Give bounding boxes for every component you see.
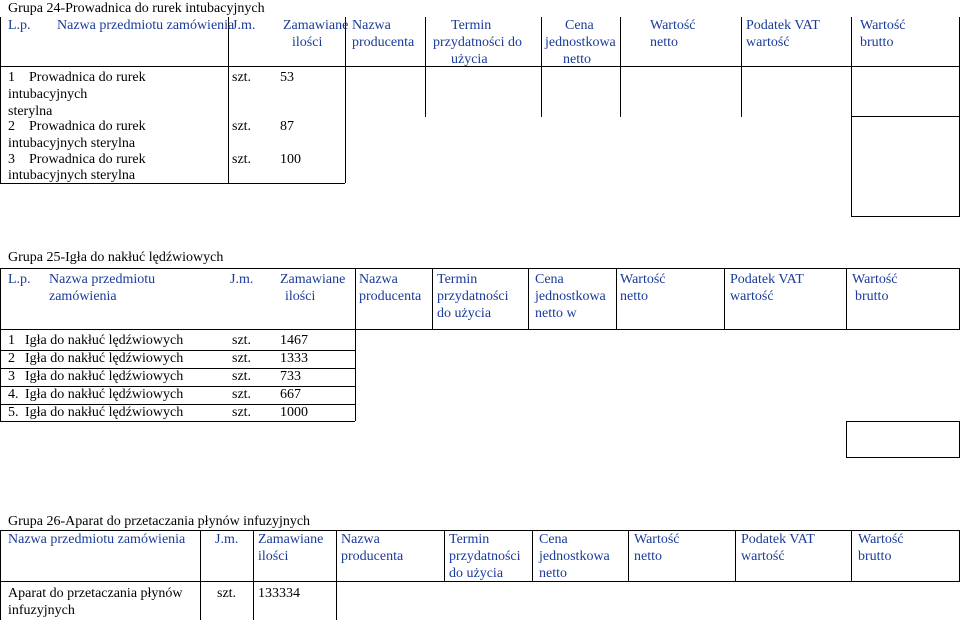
group-25-box-top xyxy=(846,421,960,422)
group-24-col-divider-net xyxy=(741,17,742,117)
group-25-col-divider-producer xyxy=(432,268,433,330)
row-lp: 1 xyxy=(8,333,15,348)
group-26-col-divider-producer xyxy=(444,530,445,582)
row-name: Igła do nakłuć lędźwiowych xyxy=(25,369,184,384)
group-25-header-jm: J.m. xyxy=(230,272,254,287)
row-qty: 733 xyxy=(280,369,301,384)
group-26-col-divider-expiry xyxy=(532,530,533,582)
group-24-col-divider-expiry xyxy=(541,17,542,117)
group-24-header-vat-1: Podatek VAT xyxy=(746,18,820,33)
group-26-header-price-2: jednostkowa xyxy=(539,549,610,564)
row-jm: szt. xyxy=(217,586,237,601)
row-jm: szt. xyxy=(232,351,252,366)
row-lp: 5. xyxy=(8,405,19,420)
group-26-title: Grupa 26-Aparat do przetaczania płynów infuzyjnych xyxy=(8,514,311,529)
row-lp: 3 xyxy=(8,369,15,384)
group-25-bottom-line xyxy=(0,421,355,422)
group-26-header-jm: J.m. xyxy=(215,532,239,547)
group-24-header-expiry-3: użycia xyxy=(451,52,488,67)
row-name-line-2: intubacyjnych xyxy=(8,87,88,102)
group-25-header-name-2: zamówienia xyxy=(49,289,117,304)
group-25-header-price-3: netto w xyxy=(535,306,577,321)
row-jm: szt. xyxy=(232,333,252,348)
row-lp: 4. xyxy=(8,387,19,402)
group-26-col-divider-net xyxy=(735,530,736,582)
group-25-col-divider-expiry xyxy=(528,268,529,330)
group-24-left-border xyxy=(0,17,1,183)
group-25-header-name-1: Nazwa przedmiotu xyxy=(49,272,156,287)
row-name: Igła do nakłuć lędźwiowych xyxy=(25,351,184,366)
group-26-header-producer-1: Nazwa xyxy=(341,532,380,547)
group-24-header-net-1: Wartość xyxy=(650,18,696,33)
row-name-line-3: sterylna xyxy=(8,104,53,119)
group-26-col-divider-price xyxy=(628,530,629,582)
row-name: Igła do nakłuć lędźwiowych xyxy=(25,405,184,420)
group-26-col-divider-name xyxy=(200,530,201,620)
group-25-header-divider xyxy=(0,329,960,330)
group-26-header-net-2: netto xyxy=(634,549,662,564)
group-25-header-net-1: Wartość xyxy=(620,272,666,287)
group-24-header-gross-1: Wartość xyxy=(860,18,906,33)
group-24-box-left xyxy=(851,116,852,216)
row-jm: szt. xyxy=(232,369,252,384)
group-24-col-divider-name xyxy=(228,17,229,183)
row-lp: 3 xyxy=(8,152,15,167)
group-26-col-divider-qty xyxy=(336,530,337,620)
row-name: Igła do nakłuć lędźwiowych xyxy=(25,333,184,348)
group-25-title: Grupa 25-Igła do nakłuć lędźwiowych xyxy=(8,250,224,265)
group-25-header-qty-1: Zamawiane xyxy=(280,272,346,287)
row-qty: 87 xyxy=(280,119,294,134)
row-name: Igła do nakłuć lędźwiowych xyxy=(25,387,184,402)
group-25-top-line xyxy=(0,268,960,269)
group-26-header-qty-1: Zamawiane xyxy=(258,532,324,547)
group-24-header-gross-2: brutto xyxy=(860,35,894,50)
row-lp: 2 xyxy=(8,119,15,134)
group-26-header-expiry-1: Termin xyxy=(449,532,490,547)
row-qty: 100 xyxy=(280,152,301,167)
group-24-col-divider-vat xyxy=(851,17,852,117)
group-25-header-net-2: netto xyxy=(620,289,648,304)
row-jm: szt. xyxy=(232,70,252,85)
row-name-line-1: Prowadnica do rurek xyxy=(29,152,146,167)
group-26-header-gross-1: Wartość xyxy=(858,532,904,547)
group-24-header-expiry-2: przydatności do xyxy=(433,35,523,50)
row-qty: 133334 xyxy=(258,586,300,601)
group-25-header-price-1: Cena xyxy=(535,272,564,287)
group-24-col-divider-price xyxy=(620,17,621,117)
row-jm: szt. xyxy=(232,152,252,167)
group-26-col-divider-vat xyxy=(851,530,852,582)
group-24-header-lp: L.p. xyxy=(8,18,31,33)
group-25-box-left xyxy=(846,421,847,457)
group-26-header-expiry-3: do użycia xyxy=(449,566,504,581)
group-25-header-expiry-1: Termin xyxy=(437,272,478,287)
group-25-header-gross-1: Wartość xyxy=(852,272,898,287)
group-25-header-expiry-2: przydatności xyxy=(437,289,509,304)
group-24-header-price-3: netto xyxy=(563,52,591,67)
group-24-col-divider-producer xyxy=(425,17,426,117)
group-24-box-top xyxy=(851,116,960,117)
row-jm: szt. xyxy=(232,405,252,420)
row-lp: 2 xyxy=(8,351,15,366)
group-26-left-border xyxy=(0,530,1,620)
group-26-header-name: Nazwa przedmiotu zamówienia xyxy=(8,532,186,547)
group-26-header-gross-2: brutto xyxy=(858,549,892,564)
row-lp: 1 xyxy=(8,70,15,85)
row-name-line-1: Aparat do przetaczania płynów xyxy=(8,586,183,601)
group-25-header-qty-2: ilości xyxy=(285,289,316,304)
group-24-header-qty-2: ilości xyxy=(292,35,323,50)
group-24-header-price-1: Cena xyxy=(565,18,594,33)
group-26-header-price-3: netto xyxy=(539,566,567,581)
group-24-header-producer-2: producenta xyxy=(352,35,415,50)
group-25-header-lp: L.p. xyxy=(8,272,31,287)
row-name-line-2: intubacyjnych sterylna xyxy=(8,168,136,183)
group-25-col-divider-net xyxy=(724,268,725,330)
group-25-header-vat-1: Podatek VAT xyxy=(730,272,804,287)
group-26-col-divider-jm xyxy=(253,530,254,620)
group-25-col-divider-price xyxy=(616,268,617,330)
group-26-header-vat-1: Podatek VAT xyxy=(741,532,815,547)
row-name-line-1: Prowadnica do rurek xyxy=(29,70,146,85)
group-26-header-producer-2: producenta xyxy=(341,549,404,564)
group-25-header-vat-2: wartość xyxy=(730,289,774,304)
group-26-header-price-1: Cena xyxy=(539,532,568,547)
row-qty: 667 xyxy=(280,387,301,402)
group-25-col-divider-qty xyxy=(355,268,356,421)
row-jm: szt. xyxy=(232,387,252,402)
group-24-header-price-2: jednostkowa xyxy=(545,35,616,50)
group-26-header-expiry-2: przydatności xyxy=(449,549,521,564)
group-24-box-bottom xyxy=(851,216,960,217)
row-name-line-2: infuzyjnych xyxy=(8,603,75,618)
group-24-title: Grupa 24-Prowadnica do rurek intubacyjnych xyxy=(8,1,265,16)
group-25-header-producer-1: Nazwa xyxy=(359,272,398,287)
row-qty: 1000 xyxy=(280,405,308,420)
row-name-line-2: intubacyjnych sterylna xyxy=(8,136,136,151)
group-25-header-producer-2: producenta xyxy=(359,289,422,304)
group-24-header-name: Nazwa przedmiotu zamówienia xyxy=(57,18,235,33)
group-24-header-jm: J.m. xyxy=(232,18,256,33)
row-name-line-1: Prowadnica do rurek xyxy=(29,119,146,134)
row-qty: 1333 xyxy=(280,351,308,366)
group-25-box-bottom xyxy=(846,457,960,458)
row-qty: 1467 xyxy=(280,333,308,348)
group-24-header-vat-2: wartość xyxy=(746,35,790,50)
row-jm: szt. xyxy=(232,119,252,134)
group-25-header-expiry-3: do użycia xyxy=(437,306,492,321)
group-24-header-qty-1: Zamawiane xyxy=(283,18,349,33)
group-26-header-vat-2: wartość xyxy=(741,549,785,564)
group-25-header-gross-2: brutto xyxy=(855,289,889,304)
row-qty: 53 xyxy=(280,70,294,85)
group-24-header-expiry-1: Termin xyxy=(451,18,492,33)
group-26-header-qty-2: ilości xyxy=(258,549,289,564)
group-25-col-divider-vat xyxy=(846,268,847,330)
group-25-header-price-2: jednostkowa xyxy=(535,289,606,304)
group-24-header-producer-1: Nazwa xyxy=(352,18,391,33)
group-25-left-border xyxy=(0,268,1,421)
group-26-header-net-1: Wartość xyxy=(634,532,680,547)
group-24-header-net-2: netto xyxy=(650,35,678,50)
group-24-col-divider-qty xyxy=(345,17,346,183)
